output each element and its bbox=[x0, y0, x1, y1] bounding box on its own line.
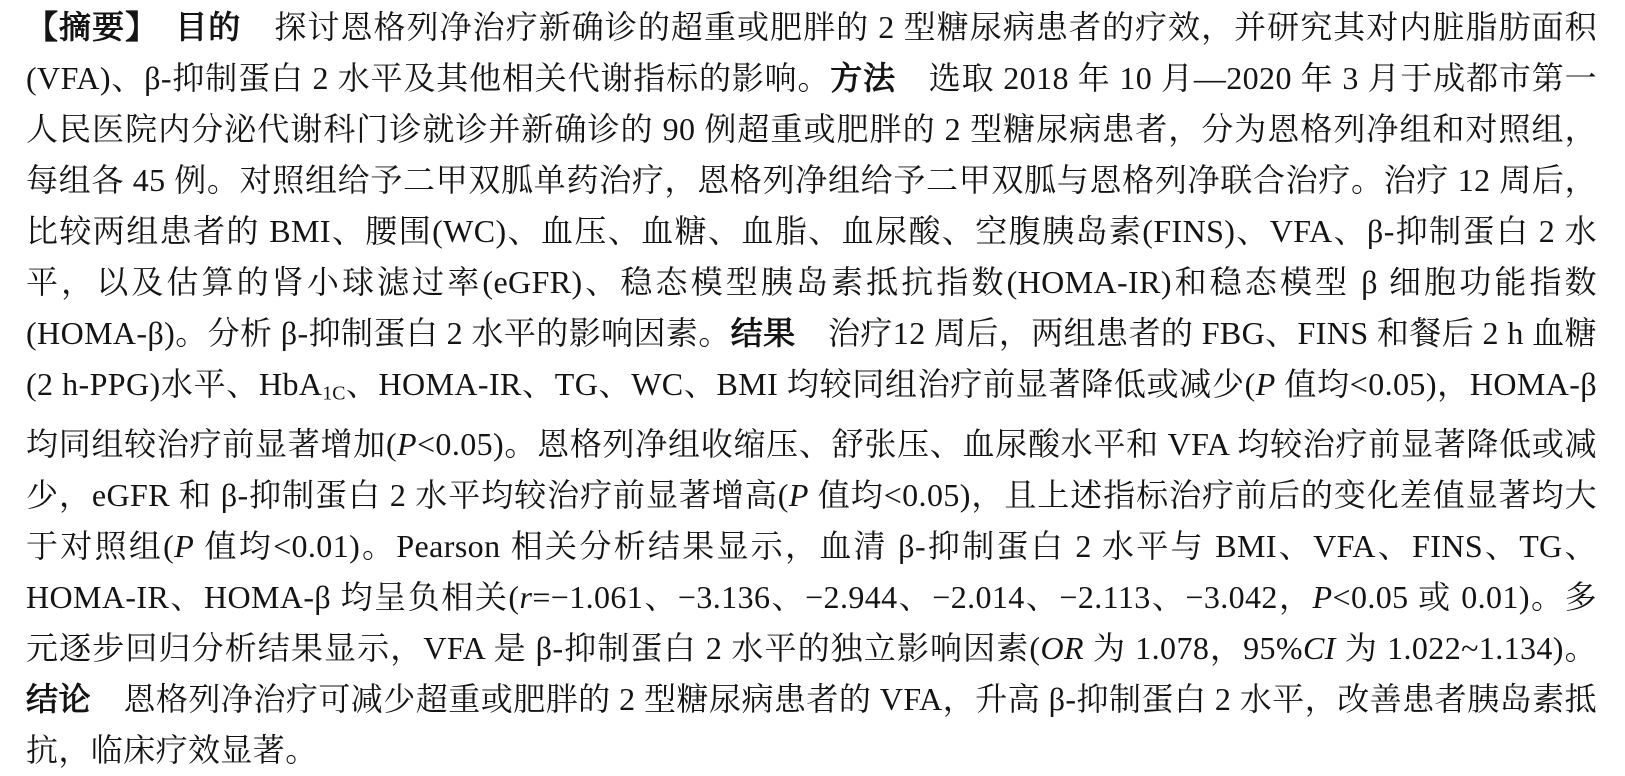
results-text-2: 、HOMA-IR、TG、WC、BMI 均较同组治疗前显著降低或减少( bbox=[345, 366, 1256, 402]
p-value-symbol: P bbox=[174, 528, 195, 565]
results-text-8: <0.05 或 0.01)。多元逐步回归分析结果显示，VFA 是 β-抑制蛋白 2 水平的独立影响因素( bbox=[26, 579, 1597, 667]
section-label-objective: 目的 bbox=[175, 9, 242, 45]
confidence-interval-symbol: CI bbox=[1302, 630, 1336, 667]
section-label-methods: 方法 bbox=[830, 60, 896, 96]
odds-ratio-symbol: OR bbox=[1040, 630, 1084, 667]
p-value-symbol: P bbox=[1312, 579, 1333, 616]
results-text-6: 值均<0.01)。Pearson 相关分析结果显示，血清 β-抑制蛋白 2 水平与 BMI、VFA、FINS、TG、HOMA-IR、HOMA-β 均呈负相关( bbox=[26, 528, 1597, 616]
objective-text: 探讨恩格列净治疗新确诊的超重或肥胖的 2 型糖尿病患者的疗效，并研究其对内脏脂肪面积(VFA)、β-抑制蛋白 2 水平及其他相关代谢指标的影响。 bbox=[26, 9, 1597, 96]
section-label-results: 结果 bbox=[730, 315, 796, 351]
spacer-text bbox=[142, 9, 175, 45]
p-value-symbol: P bbox=[397, 426, 417, 463]
hba1c-subscript: 1C bbox=[322, 382, 346, 405]
results-text-1: 治疗12 周后，两组患者的 FBG、FINS 和餐后 2 h 血糖(2 h-PPG)水平、HbA bbox=[26, 315, 1597, 402]
results-text-4: <0.05)。恩格列净组收缩压、舒张压、血尿酸水平和 VFA 均较治疗前显著降低或减少，eGFR 和 β-抑制蛋白 2 水平均较治疗前显著增高( bbox=[26, 426, 1597, 514]
p-value-symbol: P bbox=[1255, 366, 1276, 402]
section-label-conclusion: 结论 bbox=[26, 681, 91, 718]
results-text-7: =−1.061、−3.136、−2.944、−2.014、−2.113、−3.042， bbox=[532, 579, 1313, 616]
results-text-10: 为 1.022~1.134)。 bbox=[1335, 630, 1597, 667]
p-value-symbol: P bbox=[788, 477, 809, 514]
conclusion-text: 恩格列净治疗可减少超重或肥胖的 2 型糖尿病患者的 VFA，升高 β-抑制蛋白 2 水平，改善患者胰岛素抵抗，临床疗效显著。 bbox=[26, 681, 1597, 769]
methods-text: 选取 2018 年 10 月—2020 年 3 月于成都市第一人民医院内分泌代谢科门诊就诊并新确诊的 90 例超重或肥胖的 2 型糖尿病患者，分为恩格列净组和对照组，每组各 45 例。对照组给予二甲双胍单药治疗，恩格列净组给予二甲双胍与恩格列净联合治疗。治疗 12 周后，比较两组患者的 BMI、腰围(WC)、血压、血糖、血脂、血尿酸、空腹胰岛素(FINS)、VFA、β-抑制蛋白 2 水平，以及估算的肾小球滤过率(eGFR)、稳态模型胰岛素抵抗指数(HOMA-IR)和稳态模型 β 细胞功能指数(HOMA-β)。分析 β-抑制蛋白 2 水平的影响因素。 bbox=[26, 60, 1597, 351]
results-text-5: 值均<0.05)，且上述指标治疗前后的变化差值显著均大于对照组( bbox=[26, 477, 1597, 565]
results-text-9: 为 1.078，95% bbox=[1083, 630, 1303, 667]
abstract-paragraph bbox=[26, 2, 1597, 776]
r-coefficient-symbol: r bbox=[519, 579, 533, 616]
results-text-3: 值均<0.05)，HOMA-β 均同组较治疗前显著增加( bbox=[26, 366, 1597, 463]
abstract-tag-label: 【摘要】 bbox=[26, 9, 143, 45]
